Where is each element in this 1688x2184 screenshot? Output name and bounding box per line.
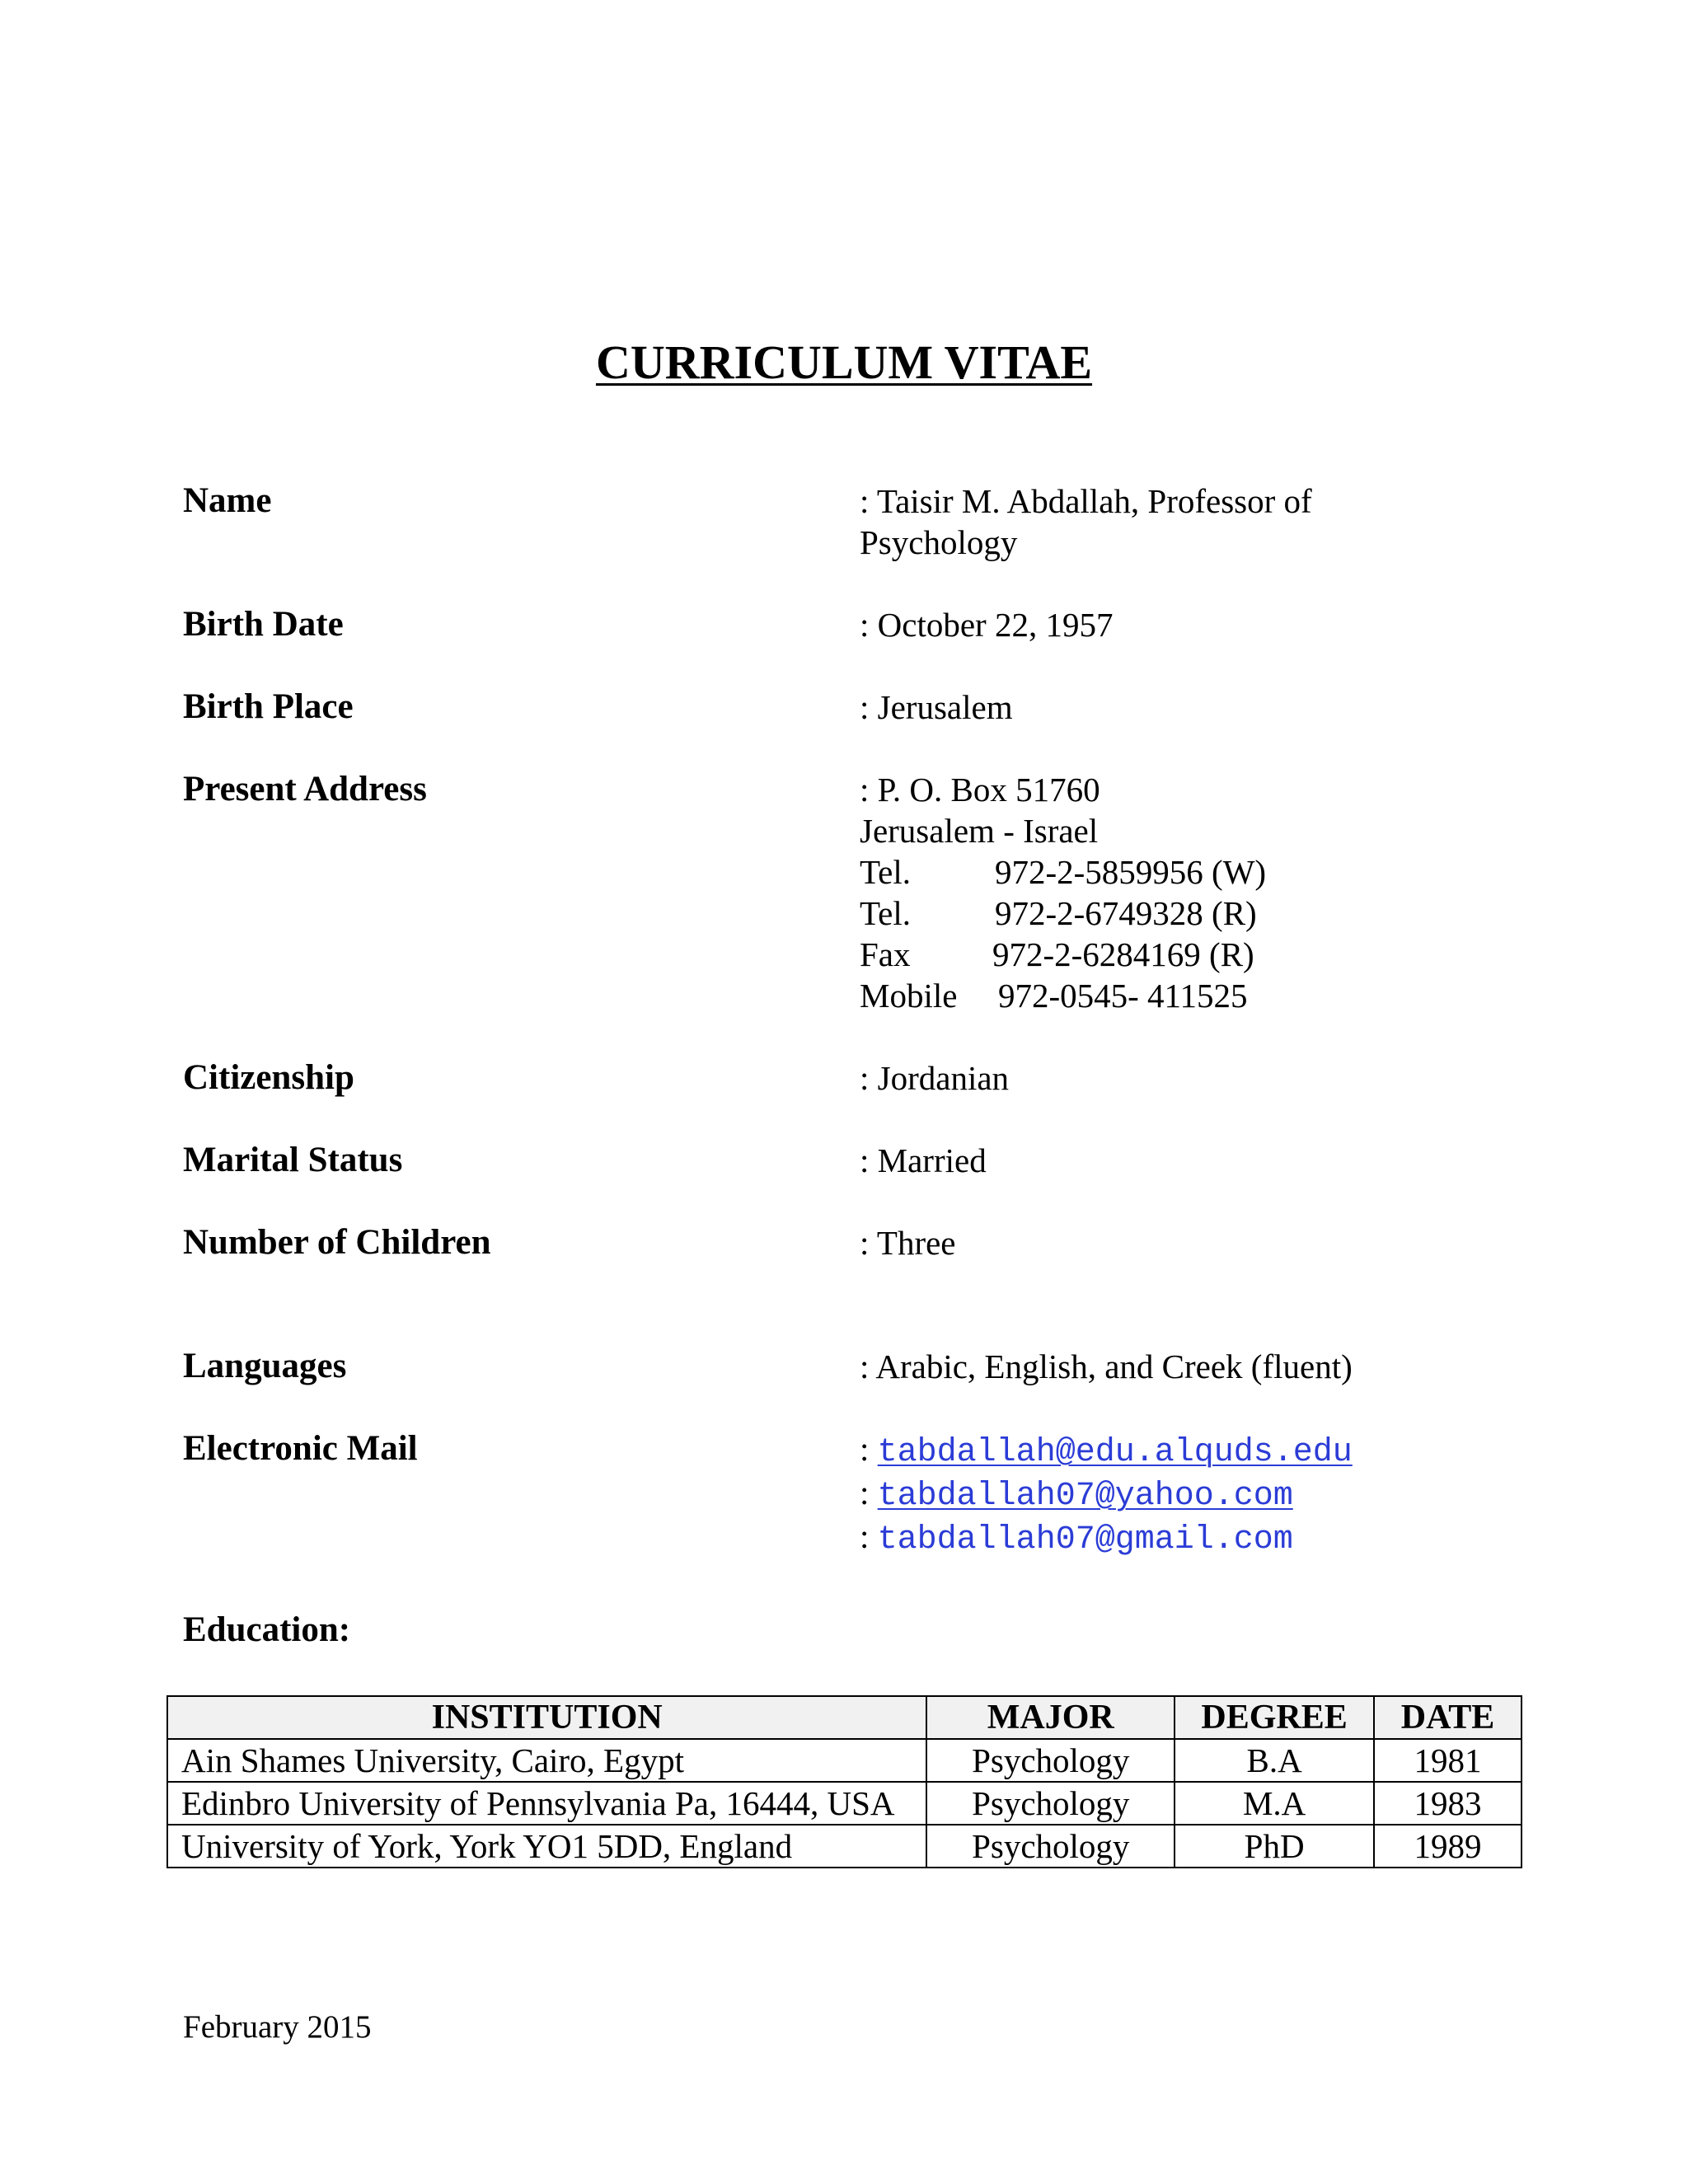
citizenship-label: Citizenship	[183, 1058, 354, 1097]
fax-key: Fax	[860, 935, 911, 973]
page-title-text: CURRICULUM VITAE	[595, 335, 1093, 389]
fax-number: 972-2-6284169 (R)	[992, 935, 1254, 973]
birth-date-label: Birth Date	[183, 605, 344, 644]
phone-work-key: Tel.	[860, 853, 912, 891]
mobile	[860, 975, 1266, 1016]
email-link-alquds[interactable]: tabdallah@edu.alquds.edu	[877, 1434, 1353, 1471]
email-link-yahoo[interactable]: tabdallah07@yahoo.com	[877, 1478, 1293, 1515]
date-cell: 1989	[1374, 1825, 1522, 1868]
education-heading: Education:	[183, 1610, 351, 1649]
languages-value: : Arabic, English, and Creek (fluent)	[860, 1347, 1353, 1385]
major-cell: Psychology	[926, 1825, 1175, 1868]
date-cell: 1983	[1374, 1782, 1522, 1825]
name-label: Name	[183, 481, 272, 520]
column-header-institution: INSTITUTION	[167, 1696, 926, 1739]
email-link-gmail[interactable]: tabdallah07@gmail.com	[877, 1521, 1293, 1558]
institution-cell: University of York, York YO1 5DD, England	[167, 1825, 926, 1868]
footer-date: February 2015	[183, 2009, 372, 2045]
mobile-number: 972-0545- 411525	[998, 977, 1248, 1015]
degree-cell: B.A	[1175, 1739, 1374, 1782]
citizenship-value: : Jordanian	[860, 1059, 1010, 1097]
phone-residence-number: 972-2-6749328 (R)	[995, 894, 1257, 932]
email-prefix-1: :	[860, 1430, 870, 1468]
name-value-line-1: : Taisir M. Abdallah, Professor of	[860, 482, 1312, 520]
education-table	[166, 1695, 1522, 1868]
column-header-date: DATE	[1374, 1696, 1522, 1739]
email-line-1	[860, 1428, 1353, 1472]
column-header-degree: DEGREE	[1175, 1696, 1374, 1739]
present-address-value	[860, 769, 1266, 1016]
degree-cell: M.A	[1175, 1782, 1374, 1825]
phone-residence	[860, 893, 1266, 934]
present-address-label: Present Address	[183, 770, 427, 808]
languages-label: Languages	[183, 1347, 347, 1385]
email-prefix-3: :	[860, 1517, 870, 1555]
birth-place-value: : Jerusalem	[860, 688, 1013, 726]
table-row	[167, 1739, 1522, 1782]
fax	[860, 934, 1266, 975]
children-label: Number of Children	[183, 1223, 491, 1262]
major-cell: Psychology	[926, 1739, 1175, 1782]
phone-work	[860, 851, 1266, 893]
institution-cell: Edinbro University of Pennsylvania Pa, 16444, USA	[167, 1782, 926, 1825]
address-line-2: Jerusalem - Israel	[860, 812, 1099, 850]
phone-work-number: 972-2-5859956 (W)	[995, 853, 1267, 891]
table-header-row	[167, 1696, 1522, 1739]
email-prefix-2: :	[860, 1474, 870, 1511]
institution-cell: Ain Shames University, Cairo, Egypt	[167, 1739, 926, 1782]
name-value	[860, 480, 1312, 563]
column-header-major: MAJOR	[926, 1696, 1175, 1739]
degree-cell: PhD	[1175, 1825, 1374, 1868]
email-line-3	[860, 1516, 1353, 1559]
address-line-1: : P. O. Box 51760	[860, 771, 1100, 808]
email-label: Electronic Mail	[183, 1429, 418, 1468]
email-line-2	[860, 1472, 1353, 1516]
birth-place-label: Birth Place	[183, 687, 354, 726]
mobile-key: Mobile	[860, 977, 958, 1015]
major-cell: Psychology	[926, 1782, 1175, 1825]
name-value-line-2: Psychology	[860, 523, 1018, 561]
email-list	[860, 1428, 1353, 1559]
marital-status-value: : Married	[860, 1141, 987, 1179]
birth-date-value: : October 22, 1957	[860, 606, 1114, 644]
phone-residence-key: Tel.	[860, 894, 912, 932]
page-title	[0, 332, 1688, 393]
marital-status-label: Marital Status	[183, 1141, 403, 1179]
date-cell: 1981	[1374, 1739, 1522, 1782]
table-row	[167, 1782, 1522, 1825]
children-value: : Three	[860, 1224, 956, 1262]
table-row	[167, 1825, 1522, 1868]
